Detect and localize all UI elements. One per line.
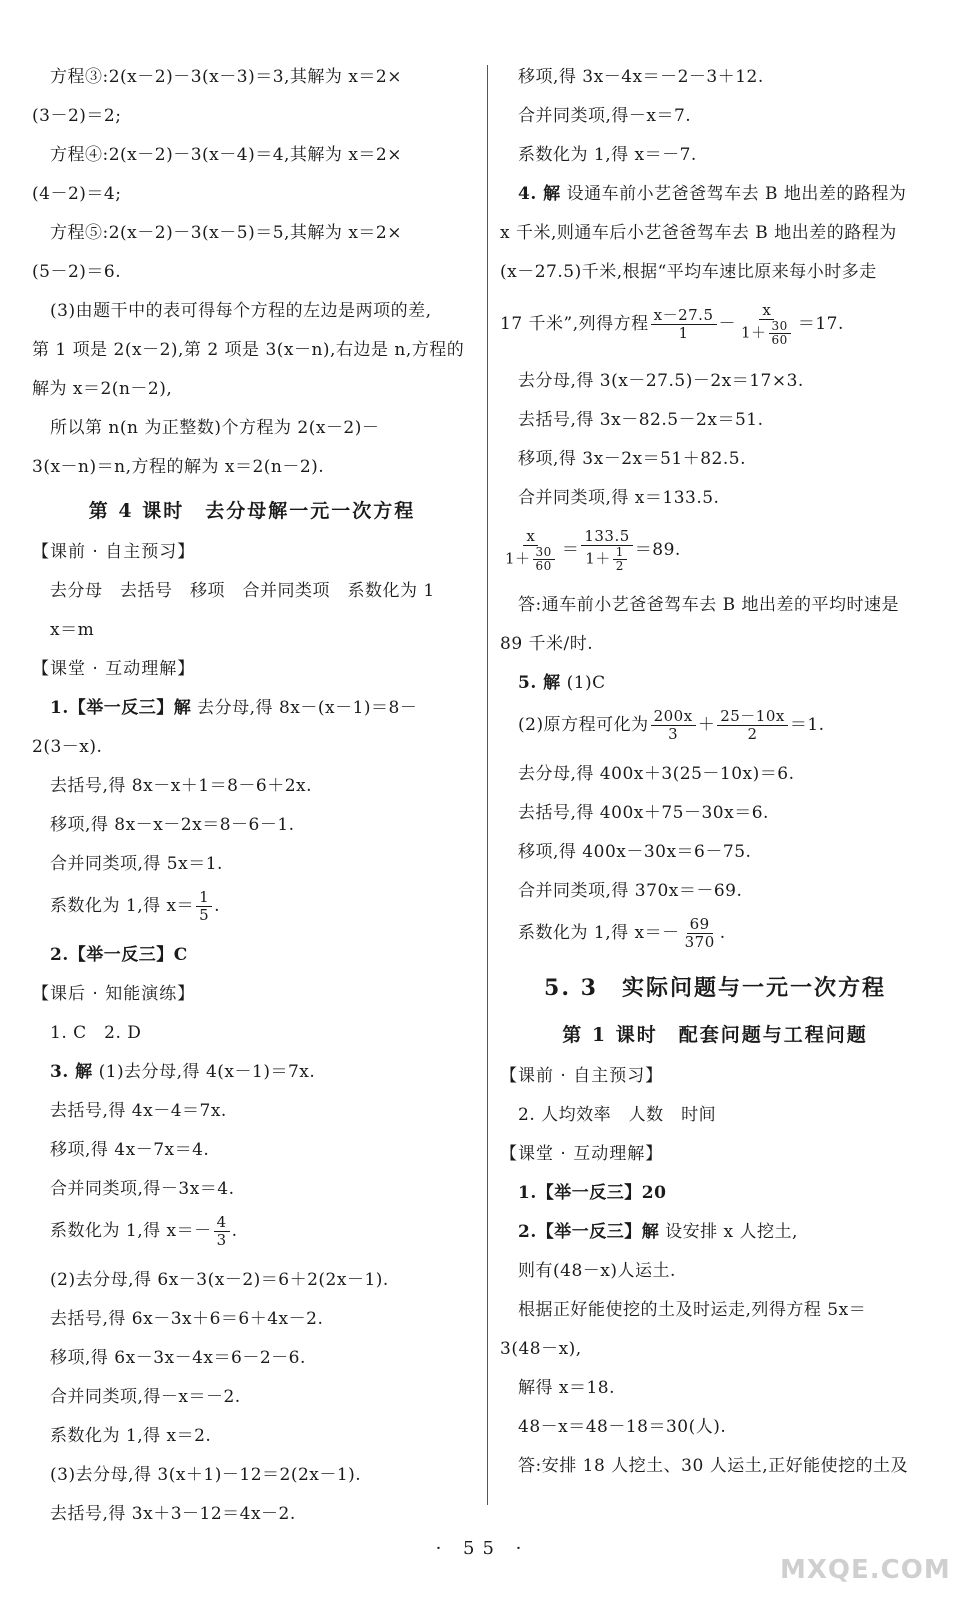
operator: ＋ — [697, 715, 716, 735]
question-line — [32, 1057, 472, 1096]
fraction — [651, 307, 717, 342]
fraction-denominator — [502, 546, 560, 573]
text-line: 1. C 2. D — [50, 1023, 142, 1043]
lesson-heading: 第 4 课时 去分母解一元一次方程 — [88, 500, 416, 522]
text-line: 移项,得 8x－x－2x＝8－6－1. — [50, 815, 295, 835]
question-number: 5. 解 — [518, 673, 561, 693]
text-line: 移项,得 4x－7x＝4. — [50, 1140, 210, 1160]
fraction-numerator: 69 — [687, 916, 713, 934]
text-line: 则有(48－x)人运土. — [518, 1261, 676, 1281]
text-line: 所以第 n(n 为正整数)个方程为 2(x－2)－ — [50, 418, 380, 438]
fraction-denominator: 60 — [535, 559, 552, 573]
text-line: 系数化为 1,得 x＝－7. — [518, 145, 697, 165]
fraction-numerator: 25－10x — [717, 708, 788, 726]
fraction — [533, 546, 555, 573]
text-line: 方程④:2(x－2)－3(x－4)＝4,其解为 x＝2× — [50, 145, 402, 165]
text-line: 2(3－x). — [32, 737, 103, 757]
fraction — [651, 708, 696, 743]
text-line: 48－x＝48－18＝30(人). — [518, 1417, 727, 1437]
fraction-numerator: 133.5 — [581, 528, 632, 546]
equation-line — [500, 522, 930, 590]
question-text: (1)C — [560, 673, 606, 693]
section-tag-preview: 【课前 · 自主预习】 — [500, 1066, 664, 1086]
text-line: 系数化为 1,得 x＝－ $\frac{4}{3}$ . — [50, 1213, 238, 1249]
text-line: 合并同类项,得－x＝7. — [518, 106, 692, 126]
punctuation: . — [719, 923, 726, 943]
question-line — [500, 668, 930, 707]
question-line — [500, 1217, 930, 1256]
text-line: 3(48－x), — [500, 1339, 582, 1359]
den-text: 1＋ — [741, 323, 767, 342]
fraction — [502, 528, 560, 573]
operator: ＝ — [561, 540, 580, 560]
question-text: 去分母,得 8x－(x－1)＝8－ — [191, 698, 418, 718]
fraction-numerator: 200x — [651, 708, 696, 726]
text-line: (2)去分母,得 6x－3(x－2)＝6＋2(2x－1). — [50, 1270, 389, 1290]
text-line: 移项,得 6x－3x－4x＝6－2－6. — [50, 1348, 306, 1368]
question-line: 2.【举一反三】C — [50, 945, 188, 965]
text-line — [500, 707, 930, 759]
text-line: 合并同类项,得 370x＝－69. — [518, 881, 743, 901]
text-line — [500, 915, 930, 967]
fraction-numerator: 1 — [196, 889, 212, 907]
text-line: 去分母 去括号 移项 合并同类项 系数化为 1 — [50, 581, 435, 601]
text-line: 2. 人均效率 人数 时间 — [518, 1105, 717, 1125]
text-line: 根据正好能使挖的土及时运走,列得方程 5x＝ — [518, 1300, 867, 1320]
text-line: 合并同类项,得 x＝133.5. — [518, 488, 720, 508]
text-line: (4－2)＝4; — [32, 184, 122, 204]
fraction-numerator: 30 — [533, 546, 555, 560]
text-line — [500, 296, 930, 366]
fraction-denominator: 2 — [747, 725, 758, 743]
fraction-denominator — [582, 546, 632, 573]
text-line: 合并同类项,得 5x＝1. — [50, 854, 223, 874]
equation-text: 17 千米”,列得方程 — [500, 314, 649, 334]
equation-text: (2)原方程可化为 — [518, 715, 649, 735]
section-heading: 5. 3 实际问题与一元一次方程 — [544, 975, 886, 1001]
operator: ＝17. — [797, 314, 844, 334]
text-line: 解为 x＝2(n－2), — [32, 379, 173, 399]
text-line: 移项,得 3x－2x＝51＋82.5. — [518, 449, 747, 469]
text-line: 系数化为 1,得 x＝ $\frac{1}{5}$ . — [50, 888, 221, 924]
text-line: 去分母,得 400x＋3(25－10x)＝6. — [518, 764, 795, 784]
text-line: (x－27.5)千米,根据“平均车速比原来每小时多走 — [500, 262, 877, 282]
fraction — [196, 889, 212, 924]
den-text: 1＋ — [585, 549, 611, 568]
section-tag-preview: 【课前 · 自主预习】 — [32, 542, 196, 562]
text-line: 合并同类项,得－3x＝4. — [50, 1179, 235, 1199]
column-divider — [487, 65, 488, 1505]
text-line: 系数化为 1,得 x＝2. — [50, 1426, 212, 1446]
den-text: 1＋ — [505, 549, 531, 568]
operator: ＝1. — [789, 715, 825, 735]
equation-text: 系数化为 1,得 x＝ — [50, 896, 195, 916]
text-line: 去括号,得 3x＋3－12＝4x－2. — [50, 1504, 296, 1524]
question-line: 1.【举一反三】20 — [518, 1183, 667, 1203]
text-line: 移项,得 400x－30x＝6－75. — [518, 842, 752, 862]
fraction-numerator: x－27.5 — [651, 307, 717, 325]
text-line: x 千米,则通车后小艺爸爸驾车去 B 地出差的路程为 — [500, 223, 897, 243]
section-tag-classroom: 【课堂 · 互动理解】 — [500, 1144, 664, 1164]
question-text: (1)去分母,得 4(x－1)＝7x. — [92, 1062, 316, 1082]
fraction-denominator: 5 — [199, 906, 210, 924]
question-line — [500, 179, 930, 218]
text-line: 3(x－n)＝n,方程的解为 x＝2(n－2). — [32, 457, 325, 477]
text-line: 去括号,得 4x－4＝7x. — [50, 1101, 227, 1121]
operator: － — [718, 314, 736, 334]
fraction-numerator: 1 — [613, 546, 627, 560]
fraction — [682, 916, 718, 951]
equation-text: 系数化为 1,得 x＝－ — [50, 1221, 212, 1241]
fraction-numerator: x — [523, 528, 538, 546]
fraction — [717, 708, 788, 743]
text-line: 第 1 项是 2(x－2),第 2 项是 3(x－n),右边是 n,方程的 — [32, 340, 465, 360]
text-line: (3)去分母,得 3(x＋1)－12＝2(2x－1). — [50, 1465, 362, 1485]
fraction-denominator — [738, 320, 796, 347]
question-number: 2.【举一反三】解 — [518, 1222, 660, 1242]
question-number: 4. 解 — [518, 184, 561, 204]
fraction-denominator: 3 — [668, 725, 679, 743]
text-line: 89 千米/时. — [500, 634, 594, 654]
fraction — [581, 528, 632, 573]
question-number: 3. 解 — [50, 1062, 93, 1082]
text-line: (3－2)＝2; — [32, 106, 122, 126]
fraction — [613, 546, 627, 573]
text-line: x＝m — [50, 620, 95, 640]
text-line: 方程③:2(x－2)－3(x－3)＝3,其解为 x＝2× — [50, 67, 402, 87]
text-line: 去括号,得 3x－82.5－2x＝51. — [518, 410, 764, 430]
text-line: 答:安排 18 人挖土、30 人运土,正好能使挖的土及 — [518, 1456, 909, 1476]
fraction-numerator: 30 — [769, 320, 791, 334]
fraction — [738, 302, 796, 347]
text-line: (3)由题干中的表可得每个方程的左边是两项的差, — [50, 301, 432, 321]
text-line: 合并同类项,得－x＝－2. — [50, 1387, 241, 1407]
left-column — [32, 62, 472, 1538]
fraction — [769, 320, 791, 347]
fraction-denominator: 60 — [771, 333, 788, 347]
text-line: 去括号,得 8x－x＋1＝8－6＋2x. — [50, 776, 313, 796]
equation-text: 系数化为 1,得 x＝－ — [518, 923, 680, 943]
text-line: 去括号,得 400x＋75－30x＝6. — [518, 803, 769, 823]
watermark-logo: MXQE.COM — [780, 1555, 951, 1585]
question-line — [32, 693, 472, 732]
text-line: 去分母,得 3(x－27.5)－2x＝17×3. — [518, 371, 804, 391]
lesson-heading: 第 1 课时 配套问题与工程问题 — [562, 1024, 868, 1046]
fraction-denominator: 3 — [216, 1231, 227, 1249]
section-tag-classroom: 【课堂 · 互动理解】 — [32, 659, 196, 679]
page-number: · 55 · — [435, 1538, 530, 1559]
fraction-numerator: 4 — [214, 1214, 230, 1232]
right-column — [500, 62, 930, 1490]
question-number: 1.【举一反三】解 — [50, 698, 192, 718]
operator: ＝89. — [634, 540, 681, 560]
text-line: 移项,得 3x－4x＝－2－3＋12. — [518, 67, 764, 87]
fraction-denominator: 2 — [615, 559, 624, 573]
text-line: 答:通车前小艺爸爸驾车去 B 地出差的平均时速是 — [518, 595, 900, 615]
text-line: 去括号,得 6x－3x＋6＝6＋4x－2. — [50, 1309, 324, 1329]
fraction-denominator: 1 — [678, 324, 689, 342]
question-text: 设安排 x 人挖土, — [659, 1222, 798, 1242]
fraction-numerator: x — [759, 302, 774, 320]
text-line: (5－2)＝6. — [32, 262, 122, 282]
fraction — [214, 1214, 230, 1249]
text-line: 方程⑤:2(x－2)－3(x－5)＝5,其解为 x＝2× — [50, 223, 402, 243]
section-tag-after-class: 【课后 · 知能演练】 — [32, 984, 196, 1004]
question-text: 设通车前小艺爸爸驾车去 B 地出差的路程为 — [560, 184, 907, 204]
text-line: 解得 x＝18. — [518, 1378, 616, 1398]
fraction-denominator: 370 — [684, 933, 715, 951]
